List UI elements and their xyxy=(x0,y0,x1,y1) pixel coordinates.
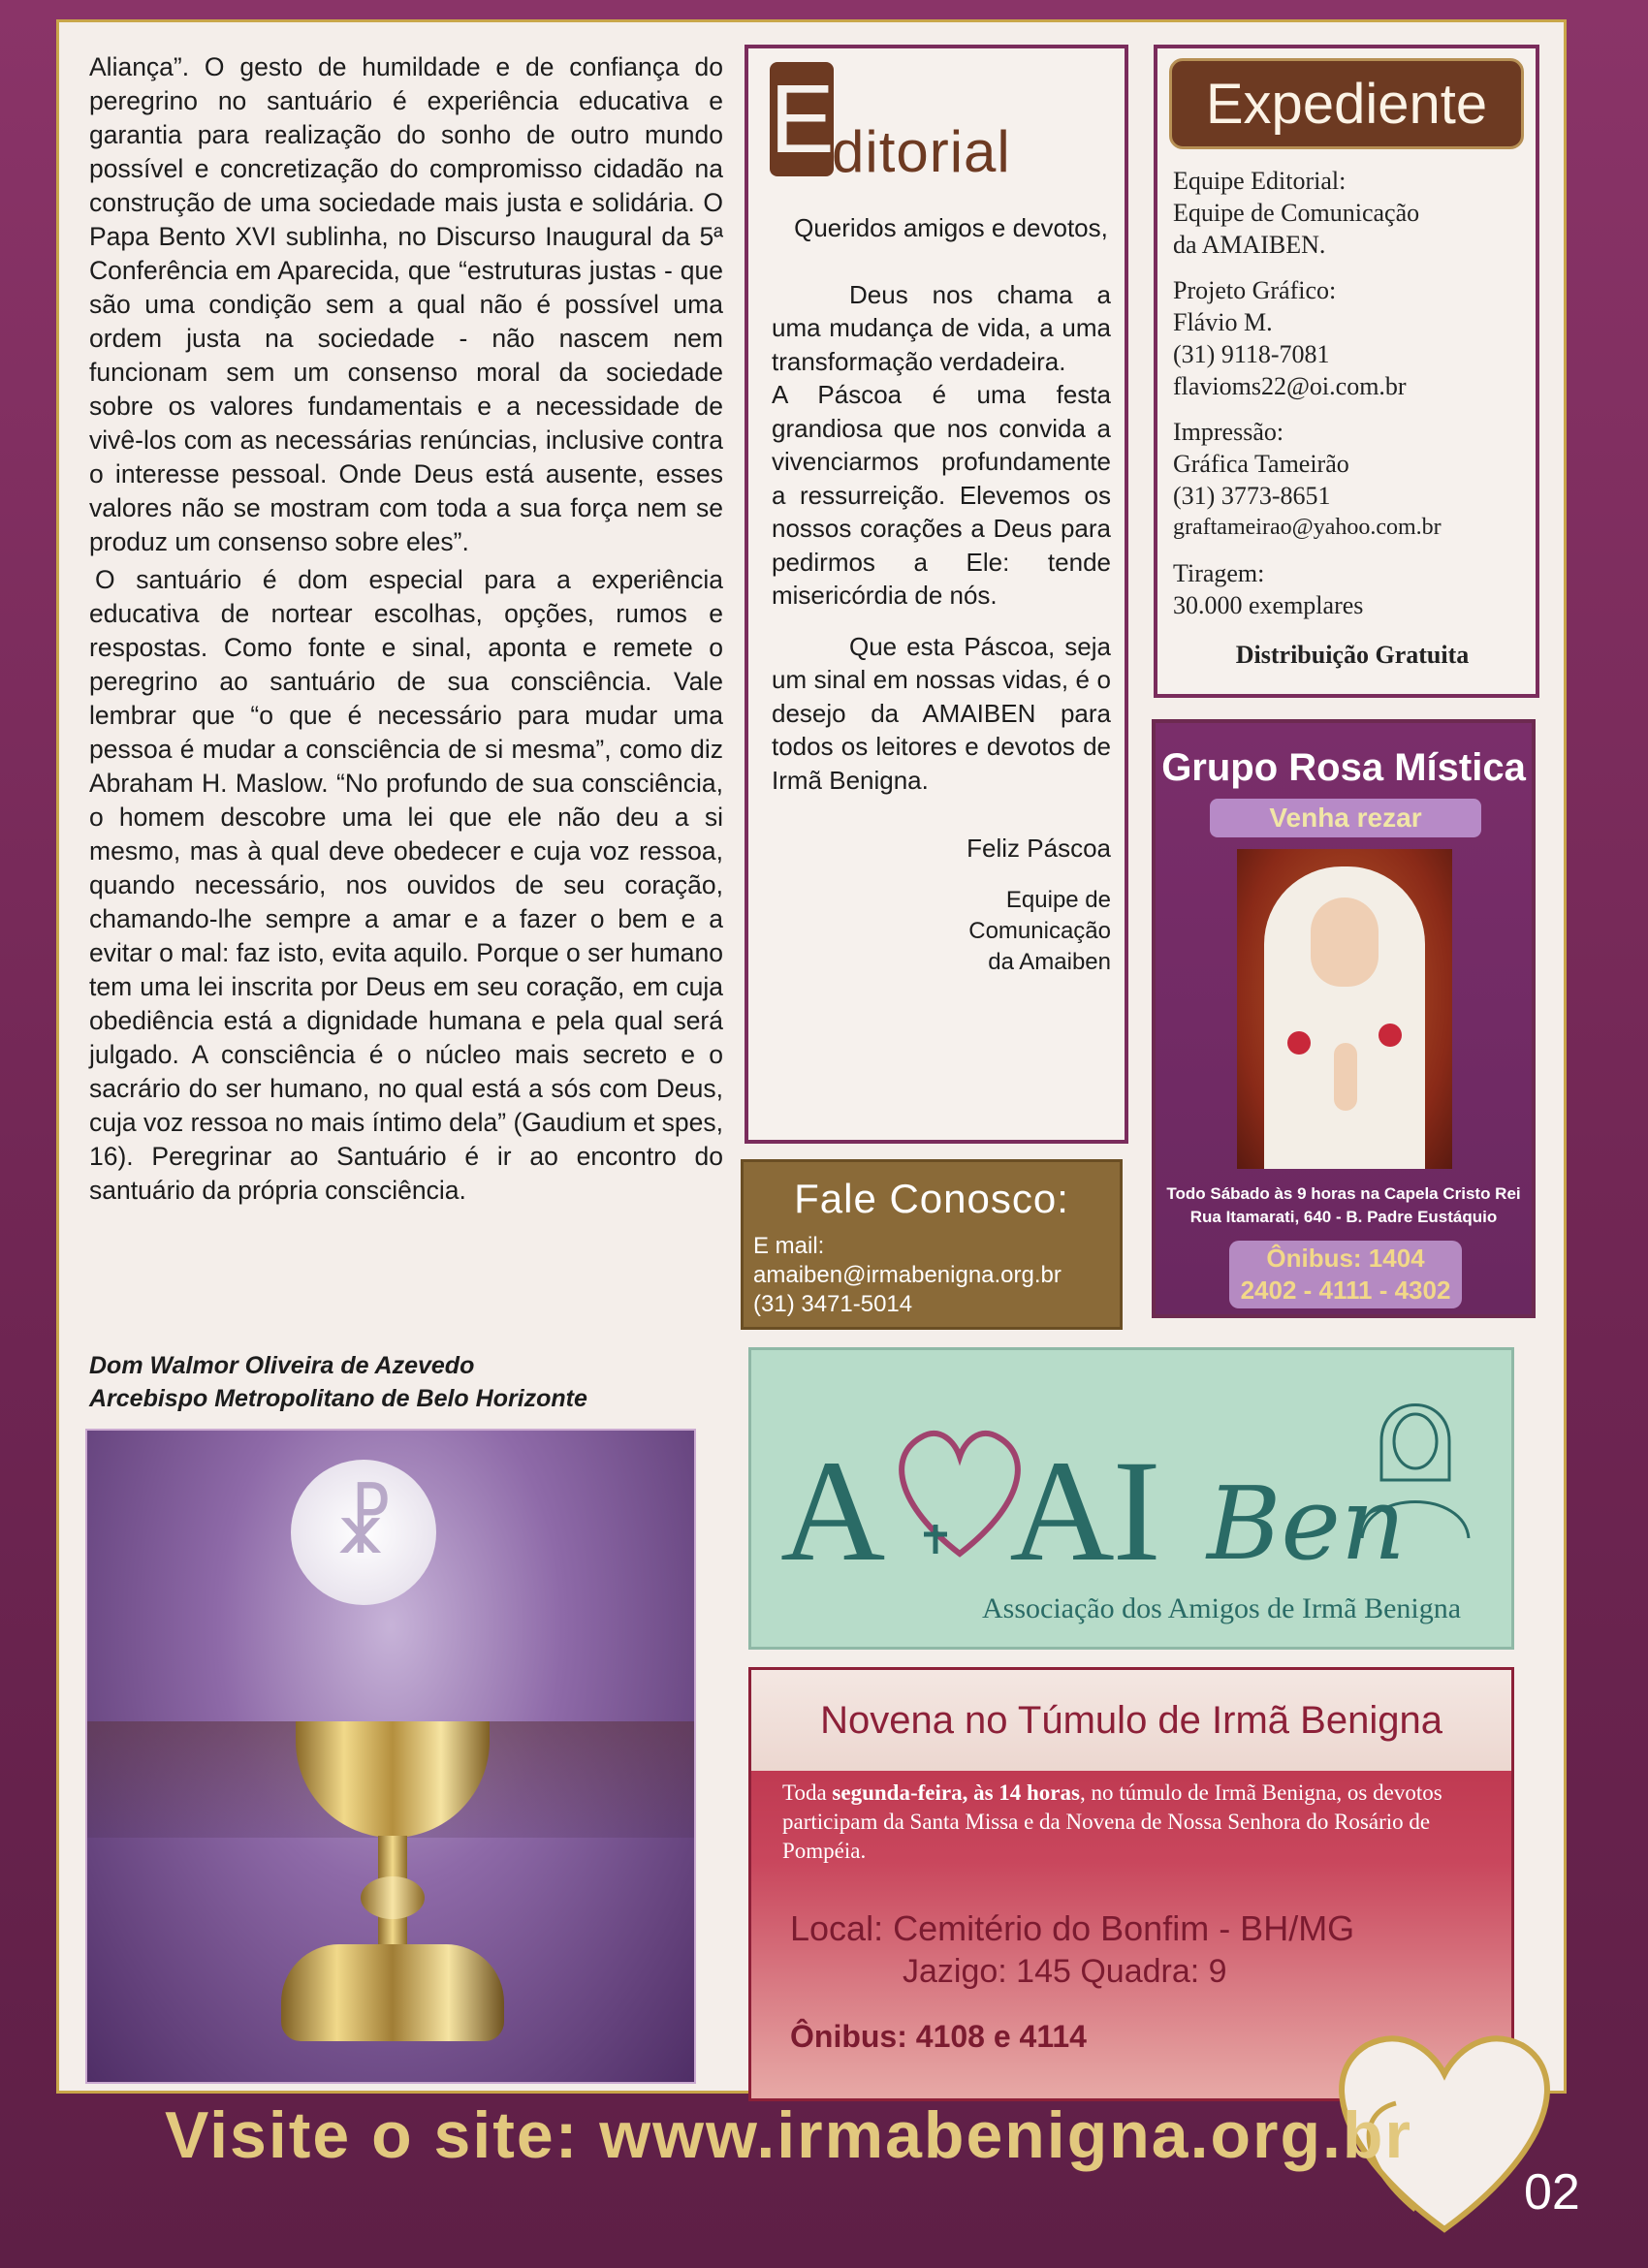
expediente-line: (31) 3773-8651 xyxy=(1173,482,1331,510)
expediente-line: 30.000 exemplares xyxy=(1173,591,1364,619)
fale-conosco-title: Fale Conosco: xyxy=(794,1176,1069,1221)
rosa-mistica-bus xyxy=(1229,1241,1462,1308)
novena-title: Novena no Túmulo de Irmã Benigna xyxy=(751,1670,1511,1771)
novena-text-part: , no túmulo de Irmã Benigna, os devotos participam da Santa Missa e da Novena de Nossa Senhora do Rosário de Pompéia. xyxy=(782,1780,1442,1863)
amaiben-logo-ben: Ben xyxy=(1207,1465,1406,1583)
amaiben-logo-banner xyxy=(748,1347,1514,1650)
expediente-line: Flávio M. xyxy=(1173,308,1273,336)
editorial-sign-line-2: Comunicação xyxy=(968,917,1111,944)
fale-conosco-box xyxy=(741,1159,1123,1330)
contact-phone: (31) 3471-5014 xyxy=(753,1291,913,1317)
editorial-title-initial: E xyxy=(770,62,834,176)
expediente-line: Equipe de Comunicação xyxy=(1173,199,1420,227)
email-label: E mail: xyxy=(753,1233,825,1259)
expediente-line: Equipe Editorial: xyxy=(1173,167,1347,195)
novena-bus: Ônibus: 4108 e 4114 xyxy=(790,2019,1087,2054)
novena-local: Local: Cemitério do Bonfim - BH/MG xyxy=(790,1908,1355,1948)
host-image: ☧ xyxy=(291,1460,436,1605)
rose-icon xyxy=(1379,1024,1402,1047)
amaiben-logo-a: A xyxy=(780,1431,884,1591)
expediente-line: (31) 9118-7081 xyxy=(1173,340,1330,368)
rosa-mistica-subtitle: Venha rezar xyxy=(1210,799,1481,837)
chalice-image xyxy=(85,1429,696,2084)
amaiben-logo-text xyxy=(780,1428,1159,1594)
rosa-mistica-title: Grupo Rosa Mística xyxy=(1161,746,1526,789)
nun-portrait-icon xyxy=(1352,1373,1478,1538)
editorial-paragraph-3: Que esta Páscoa, seja um sinal em nossas vidas, é o desejo da AMAIBEN para todos os leitores e devotos de Irmã Benigna. xyxy=(772,631,1111,795)
expediente-title: Expediente xyxy=(1169,58,1524,149)
editorial-box xyxy=(745,45,1128,1144)
editorial-closing: Feliz Páscoa xyxy=(967,834,1111,863)
novena-text-schedule: segunda-feira, às 14 horas xyxy=(832,1780,1080,1805)
editorial-greeting: Queridos amigos e devotos, xyxy=(794,213,1108,242)
editorial-sign-line-1: Equipe de xyxy=(1005,886,1111,913)
website-link[interactable]: Visite o site: www.irmabenigna.org.br xyxy=(165,2098,1412,2172)
article-signature xyxy=(89,1349,729,1415)
rosa-mistica-address: Rua Itamarati, 640 - B. Padre Eustáquio xyxy=(1189,1208,1498,1226)
editorial-body xyxy=(772,211,1111,978)
amaiben-subtitle: Associação dos Amigos de Irmã Benigna xyxy=(982,1592,1462,1624)
rose-icon xyxy=(1287,1031,1311,1055)
editorial-paragraph-1: Deus nos chama a uma mudança de vida, a uma transformação verdadeira. xyxy=(772,279,1111,376)
editorial-title-rest: ditorial xyxy=(832,119,1011,184)
chalice-knot xyxy=(361,1876,425,1919)
rosa-mistica-bus-line-2: 2402 - 4111 - 4302 xyxy=(1240,1276,1451,1305)
rosa-mistica-bus-line-1: Ônibus: 1404 xyxy=(1266,1244,1425,1273)
editorial-sign-line-3: da Amaiben xyxy=(988,948,1111,975)
expediente-line: Impressão: xyxy=(1173,418,1284,446)
expediente-line: Gráfica Tameirão xyxy=(1173,450,1349,478)
rosa-mistica-ad xyxy=(1152,719,1536,1318)
novena-jazigo: Jazigo: 145 Quadra: 9 xyxy=(903,1953,1227,1990)
signature-name: Dom Walmor Oliveira de Azevedo xyxy=(89,1352,475,1379)
editorial-signature xyxy=(772,885,1111,978)
article-paragraph-1: Aliança”. O gesto de humildade e de confiança do peregrino no santuário é experiência educativa e garantia para realização do sonho de outro mundo possível e concretização do compromisso cidadão na construção de uma sociedade mais justa e solidária. O Papa Bento XVI sublinha, no Discurso Inaugural da 5ª Conferência em Aparecida, que “estruturas justas - que são uma condição sem a qual não é possível uma ordem justa na sociedade - não nascem nem funcionam sem um consenso moral da sociedade sobre os valores fundamentais e a necessidade de vivê-los com as necessárias renúncias, inclusive contra o interesse pessoal. Onde Deus está ausente, esses valores não se mostram com toda a sua força nem se produz um consenso sobre eles”. xyxy=(89,52,723,556)
novena-text-part: Toda xyxy=(782,1780,833,1805)
expediente-body xyxy=(1173,165,1532,671)
article-paragraph-2: O santuário é dom especial para a experiência educativa de nortear escolhas, opções, rumos e respostas. Como fonte e sinal, aponta e remete o peregrino ao santuário de sua consciência. Vale lembrar que “o que é necessário para mudar uma pessoa é mudar a consciência de si mesma”, como diz Abraham H. Maslow. “No profundo de sua consciência, o homem descobre uma lei que ele não deu a si mesmo, mas à qual deve obedecer e cuja voz ressoa, quando necessário, nos ouvidos de seu coração, chamando-lhe sempre a amar e a fazer o bem e a evitar o mal: faz isto, evita aquilo. Porque o ser humano tem uma lei inscrita por Deus em seu coração, em cuja obediência está a dignidade humana e pela qual será julgado. A consciência é o núcleo mais secreto e o sacrário do ser humano, no qual está a sós com Deus, cuja voz ressoa no mais íntimo dela” (Gaudium et spes, 16). Peregrinar ao Santuário é ir ao encontro do santuário da própria consciência. xyxy=(89,565,724,1205)
expediente-distribution: Distribuição Gratuita xyxy=(1235,641,1470,669)
article-text xyxy=(89,50,723,1212)
novena-text xyxy=(782,1779,1490,1866)
expediente-line: Projeto Gráfico: xyxy=(1173,276,1337,304)
editorial-paragraph-2: A Páscoa é uma festa grandiosa que nos convida a vivenciarmos profundamente a ressurreição. Elevemos os nossos corações a Deus para pedirmos a Ele: tende misericórdia de nós. xyxy=(772,380,1111,610)
expediente-line: da AMAIBEN. xyxy=(1173,231,1326,259)
rosa-mistica-info xyxy=(1156,1182,1532,1229)
signature-role: Arcebispo Metropolitano de Belo Horizonte xyxy=(89,1385,587,1412)
face-shape xyxy=(1311,898,1379,987)
expediente-email-flavio: flavioms22@oi.com.br xyxy=(1173,372,1407,400)
praying-hands xyxy=(1334,1043,1357,1111)
page-number: 02 xyxy=(1524,2164,1580,2221)
expediente-box xyxy=(1154,45,1539,698)
expediente-email-grafica: graftameirao@yahoo.com.br xyxy=(1173,515,1442,540)
our-lady-image xyxy=(1237,849,1452,1169)
amaiben-logo-ai: AI xyxy=(1009,1431,1159,1591)
contact-email-link[interactable]: amaiben@irmabenigna.org.br xyxy=(753,1262,1062,1288)
expediente-line: Tiragem: xyxy=(1173,559,1265,587)
chalice-base xyxy=(281,1944,504,2041)
fale-conosco-body xyxy=(753,1232,1122,1319)
rosa-mistica-schedule: Todo Sábado às 9 horas na Capela Cristo Rei xyxy=(1166,1184,1521,1203)
editorial-title xyxy=(770,62,1011,185)
